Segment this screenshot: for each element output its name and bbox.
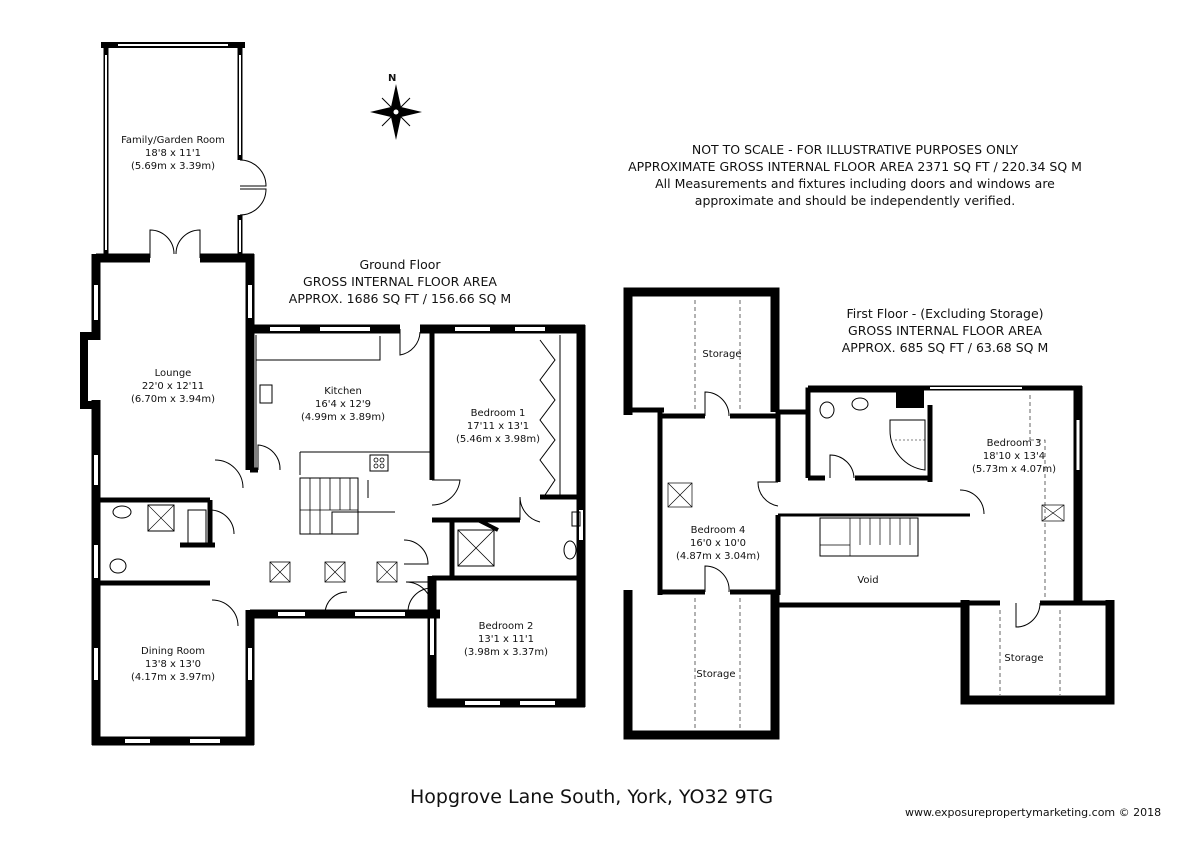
- room-size-metric: (5.46m x 3.98m): [455, 434, 541, 445]
- room-size-imperial: 22'0 x 12'11: [141, 381, 205, 392]
- compass-north-label: N: [388, 73, 397, 84]
- disclaimer-line-4: approximate and should be independently verified.: [694, 193, 1016, 208]
- room-name: Dining Room: [141, 646, 205, 657]
- lounge-walls: [84, 254, 254, 585]
- ground-floor-area-value: APPROX. 1686 SQ FT / 156.66 SQ M: [288, 291, 512, 306]
- room-label-void: [828, 574, 908, 587]
- cloakroom-fixtures: [110, 505, 215, 573]
- room-size-imperial: 16'4 x 12'9: [315, 399, 371, 410]
- room-name: Bedroom 3: [986, 438, 1042, 449]
- ground-floor-area-title: GROSS INTERNAL FLOOR AREA: [303, 274, 497, 289]
- first-floor-area-block: [820, 305, 1070, 356]
- room-size-metric: (4.17m x 3.97m): [130, 672, 216, 683]
- room-size-imperial: 13'1 x 11'1: [478, 634, 534, 645]
- storage-right-walls: [965, 600, 1110, 700]
- room-name: Storage: [1004, 653, 1044, 664]
- bedroom-4-walls: [628, 410, 780, 595]
- room-size-metric: (4.99m x 3.89m): [300, 412, 386, 423]
- room-name: Storage: [696, 669, 736, 680]
- ground-south-walls: [212, 588, 440, 745]
- first-floor-area-value: APPROX. 685 SQ FT / 63.68 SQ M: [841, 340, 1049, 355]
- room-size-metric: (5.69m x 3.39m): [130, 161, 216, 172]
- room-label-storage-right: [984, 652, 1064, 665]
- room-name: Lounge: [154, 368, 192, 379]
- hall-and-stairs: [188, 460, 428, 582]
- ground-floor-heading: Ground Floor: [359, 257, 441, 272]
- room-label-family-garden: [113, 134, 233, 173]
- room-name: Bedroom 1: [470, 408, 526, 419]
- room-size-imperial: 18'10 x 13'4: [982, 451, 1046, 462]
- room-size-metric: (3.98m x 3.37m): [463, 647, 549, 658]
- bedroom-3-walls: [965, 386, 1110, 627]
- room-name: Void: [857, 575, 879, 586]
- room-label-storage-bottom: [656, 668, 776, 681]
- disclaimer-line-1: NOT TO SCALE - FOR ILLUSTRATIVE PURPOSES ONLY: [691, 142, 1019, 157]
- room-size-imperial: 17'11 x 13'1: [466, 421, 530, 432]
- room-name: Family/Garden Room: [121, 135, 225, 146]
- first-floor-heading: First Floor - (Excluding Storage): [846, 306, 1044, 321]
- disclaimer-block: [600, 141, 1110, 209]
- room-size-imperial: 13'8 x 13'0: [145, 659, 201, 670]
- storage-bottom-walls: [628, 590, 775, 735]
- room-label-bedroom-4: [658, 524, 778, 563]
- room-label-bedroom-3: [944, 437, 1084, 476]
- credit-line: www.exposurepropertymarketing.com © 2018: [905, 806, 1162, 819]
- room-name: Bedroom 4: [690, 525, 746, 536]
- room-label-bedroom-2: [446, 620, 566, 659]
- room-name: Kitchen: [324, 386, 362, 397]
- room-name: Storage: [702, 349, 742, 360]
- disclaimer-line-3: All Measurements and fixtures including doors and windows are: [655, 176, 1055, 191]
- room-size-imperial: 16'0 x 10'0: [690, 538, 746, 549]
- ground-floor-area-block: [280, 256, 520, 307]
- first-floor-area-title: GROSS INTERNAL FLOOR AREA: [848, 323, 1042, 338]
- room-size-metric: (4.87m x 3.04m): [675, 551, 761, 562]
- disclaimer-line-2: APPROXIMATE GROSS INTERNAL FLOOR AREA 2371 SQ FT / 220.34 SQ M: [628, 159, 1082, 174]
- compass-rose-icon: [370, 84, 422, 140]
- room-size-imperial: 18'8 x 11'1: [145, 148, 201, 159]
- room-label-storage-top: [662, 348, 782, 361]
- landing-and-stairs: [778, 490, 984, 605]
- room-size-metric: (5.73m x 4.07m): [971, 464, 1057, 475]
- room-label-bedroom-1: [438, 407, 558, 446]
- room-label-kitchen: [283, 385, 403, 424]
- room-label-lounge: [113, 367, 233, 406]
- room-size-metric: (6.70m x 3.94m): [130, 394, 216, 405]
- room-label-dining-room: [113, 645, 233, 684]
- property-address: Hopgrove Lane South, York, YO32 9TG: [410, 786, 774, 808]
- room-name: Bedroom 2: [478, 621, 534, 632]
